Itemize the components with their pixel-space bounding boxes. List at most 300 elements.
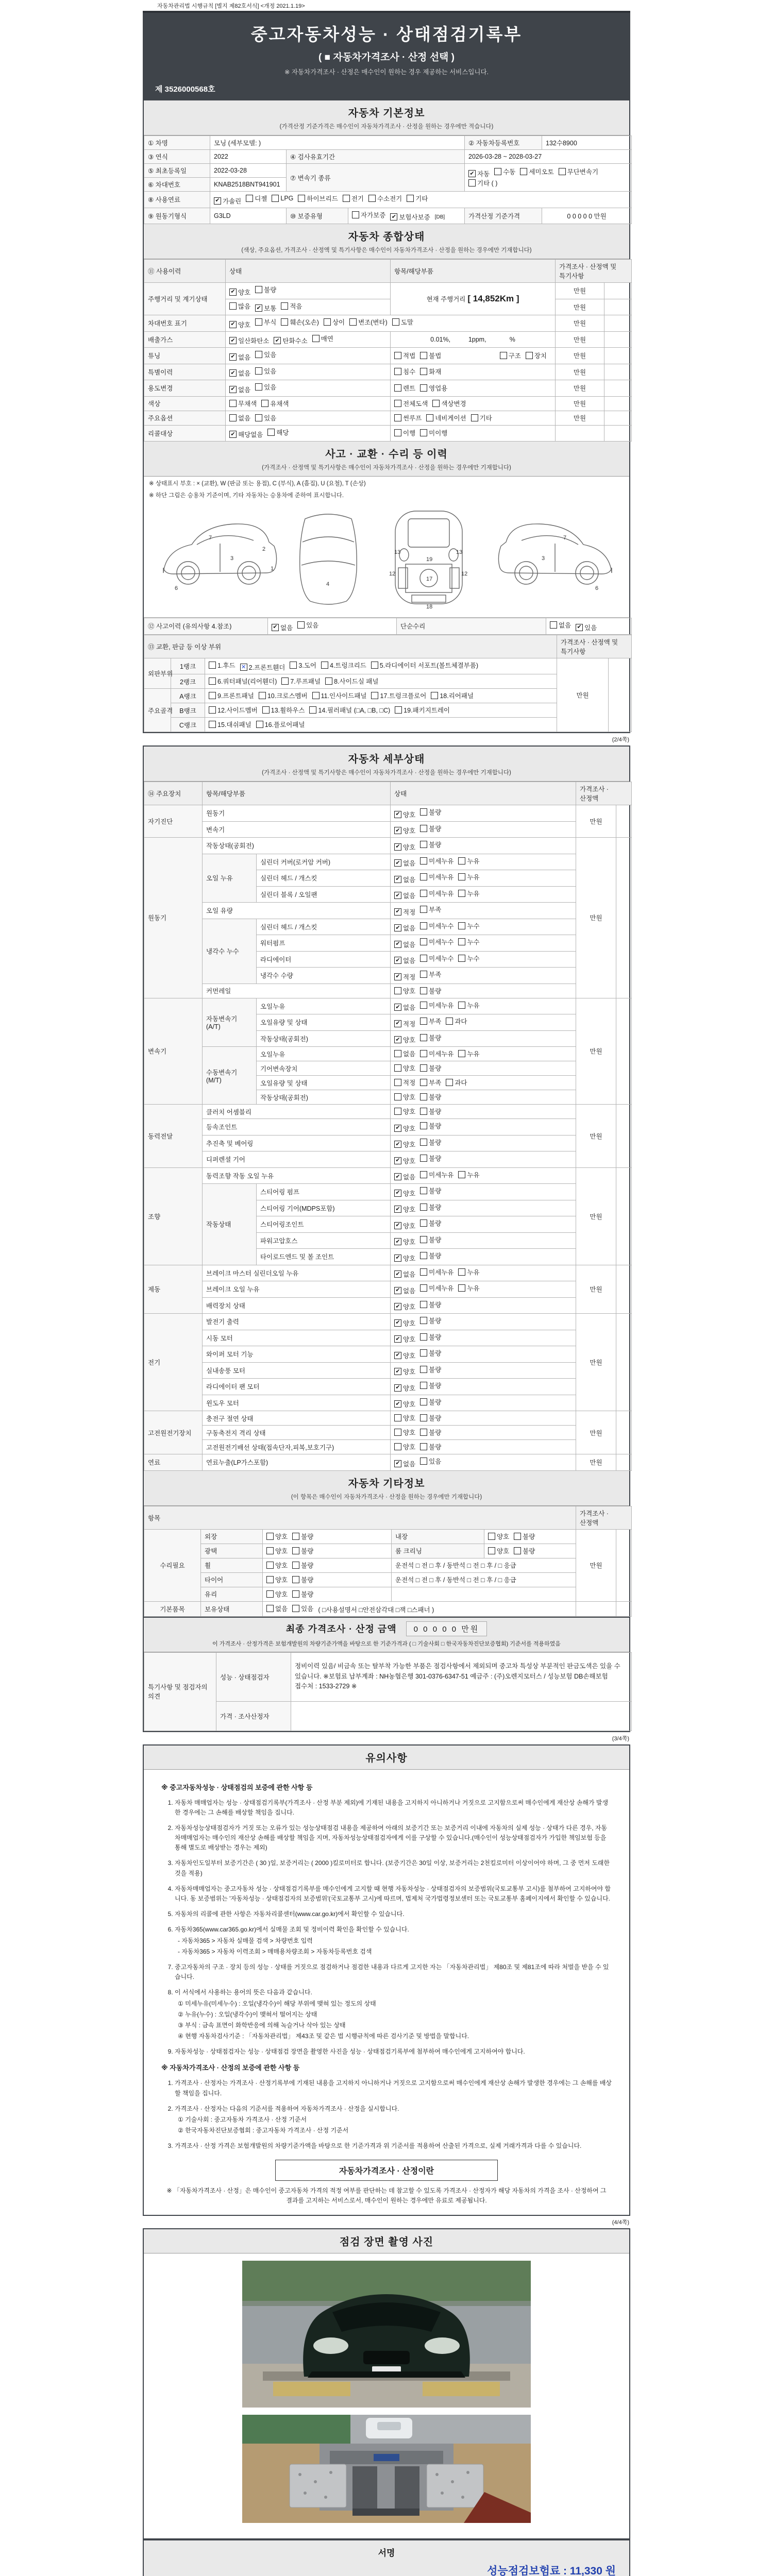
interior-options [484, 1529, 576, 1544]
checkbox-미세누유[interactable]: 미세누유 [420, 1267, 453, 1277]
detail-item-label: 커먼레일 [203, 984, 391, 998]
detail-item-label: 디퍼렌셜 기어 [203, 1151, 391, 1168]
detail-row [144, 998, 632, 1014]
checkbox-누수[interactable]: 누수 [458, 954, 479, 963]
checkbox-미세누수[interactable]: 미세누수 [420, 921, 453, 930]
detail-item-label: 오일누유 [257, 998, 391, 1014]
checkbox-적정[interactable]: ✔ 적정 [394, 907, 415, 917]
checkbox-불량[interactable]: 불량 [514, 1546, 535, 1555]
checked-box-icon: ✔ [394, 957, 401, 964]
detail-row [144, 1297, 632, 1314]
glass-label: 유리 [201, 1587, 263, 1601]
checkbox-이행[interactable]: 이행 [394, 428, 415, 437]
checkbox-렌트[interactable]: 렌트 [394, 383, 415, 393]
checkbox-양호[interactable]: 양호 [266, 1532, 288, 1541]
checkbox-해당없음[interactable]: ✔ 해당없음 [229, 430, 263, 439]
device-연료: 연료 [144, 1454, 203, 1471]
checkbox-하이브리드[interactable]: 하이브리드 [298, 194, 338, 203]
checkbox-있음[interactable]: 있음 [297, 620, 318, 630]
checkbox-과다[interactable]: 과다 [446, 1016, 467, 1026]
detail-state-options [391, 1362, 576, 1379]
table-row [144, 1652, 632, 1701]
checkbox-세미오토[interactable]: 세미오토 [520, 167, 553, 176]
col-item: 항목/해당부품 [203, 782, 391, 805]
detail-item-label: 배력장치 상태 [203, 1297, 391, 1314]
checkbox-변조(변타)[interactable]: 변조(변타) [349, 317, 388, 327]
detail-state-options [391, 1090, 576, 1105]
checkbox-없음[interactable]: ✔ 없음 [229, 385, 250, 394]
checkbox-LPG[interactable]: LPG [272, 195, 293, 202]
checkbox-불량[interactable]: 불량 [420, 1092, 441, 1101]
table-row [144, 1572, 632, 1587]
checkbox-부족[interactable]: 부족 [420, 1016, 441, 1026]
checkbox-12.사이드멤버[interactable]: 12.사이드멤버 [209, 705, 258, 715]
empty-box-icon [432, 400, 440, 407]
empty-box-icon [292, 1562, 299, 1569]
empty-box-icon [298, 195, 305, 202]
remark-cell [604, 380, 632, 397]
checkbox-없음[interactable]: ✔ 없음 [394, 1003, 415, 1012]
checked-box-icon: ✔ [576, 624, 583, 631]
empty-box-icon [420, 808, 427, 816]
checked-box-icon: ✔ [229, 353, 237, 361]
checkbox-미세누유[interactable]: 미세누유 [420, 856, 453, 866]
table-row [144, 331, 632, 348]
checkbox-양호[interactable]: 양호 [394, 1413, 415, 1422]
checkbox-불량[interactable]: 불량 [420, 824, 441, 833]
checkbox-양호[interactable]: 양호 [266, 1546, 288, 1555]
checked-box-icon: ✔ [394, 827, 401, 834]
checkbox-있음[interactable]: ✔ 있음 [576, 623, 597, 632]
device-고전원전기장치: 고전원전기장치 [144, 1411, 203, 1454]
checkbox-적법[interactable]: 적법 [394, 351, 415, 360]
checkbox-양호[interactable]: 양호 [266, 1561, 288, 1570]
checkbox-불법[interactable]: 불법 [420, 351, 441, 360]
checkbox-불량[interactable]: 불량 [292, 1575, 313, 1584]
empty-box-icon [420, 1002, 427, 1009]
main-option-options [226, 411, 391, 425]
checkbox-9.프론트패널[interactable]: 9.프론트패널 [209, 691, 254, 700]
checkbox-양호[interactable]: 양호 [394, 1107, 415, 1116]
price-cell: 만원 [556, 348, 604, 364]
checkbox-누유[interactable]: 누유 [458, 1170, 479, 1179]
detail-item-label: 윈도우 모터 [203, 1395, 391, 1411]
table-row [144, 348, 632, 364]
checkbox-불량[interactable]: 불량 [420, 1154, 441, 1163]
detail-row [144, 1047, 632, 1061]
checkbox-누유[interactable]: 누유 [458, 1001, 479, 1010]
checkbox-양호[interactable]: ✔ 양호 [394, 1253, 415, 1263]
empty-box-icon [229, 414, 237, 421]
checkbox-불량[interactable]: 불량 [420, 840, 441, 849]
notice-item: 4. 자동차매매업자는 중고자동차 성능 · 상태점검기록부를 매수인에게 고지할 때 현행 자동차성능 · 상태점검자의 보증범위(국토교통부 고시)를 첨부하여 고지하여야 합니다. 동 보증범위는 '자동차성능 · 상태점검자의 보증범위'(국토교통부 고시)에 따르며, 법제처 국가법령정보센터 또는 국토교통부 홈페이지에서 확인할 수 있습니다. [175, 1884, 612, 1904]
checkbox-적정[interactable]: 적정 [394, 1078, 415, 1087]
etc-remark-cell [616, 1601, 632, 1616]
checkbox-양호[interactable]: ✔ 양호 [394, 1367, 415, 1376]
checkbox-불량[interactable]: 불량 [420, 1365, 441, 1374]
checkbox-없음[interactable]: ✔ 없음 [394, 1269, 415, 1279]
checkbox-양호[interactable]: ✔ 양호 [394, 810, 415, 819]
checkbox-없음[interactable]: ✔ 없음 [394, 875, 415, 884]
checkbox-있음[interactable]: 있음 [255, 366, 276, 376]
svg-text:12: 12 [461, 571, 468, 577]
checkbox-1.후드[interactable]: 1.후드 [209, 660, 236, 670]
checkbox-미이행[interactable]: 미이행 [420, 428, 447, 437]
checkbox-3.도어[interactable]: 3.도어 [290, 660, 316, 670]
checkbox-부족[interactable]: 부족 [420, 1078, 441, 1087]
checkbox-적정[interactable]: ✔ 적정 [394, 972, 415, 981]
detail-row [144, 1362, 632, 1379]
empty-box-icon [281, 677, 289, 685]
accident-history-label: ⑫ 사고이력 (유의사항 4.참조) [144, 618, 268, 635]
checkbox-양호[interactable]: ✔ 양호 [394, 1140, 415, 1149]
checkbox-양호[interactable]: 양호 [394, 1428, 415, 1437]
checkbox-15.대쉬패널[interactable]: 15.대쉬패널 [209, 720, 251, 729]
table-row [144, 1558, 632, 1572]
checkbox-없음[interactable]: ✔ 없음 [394, 923, 415, 933]
empty-box-icon [255, 286, 262, 293]
notice-list-2 [161, 2078, 612, 2151]
checkbox-적음[interactable]: 적음 [281, 301, 302, 311]
checkbox-있음[interactable]: 있음 [255, 382, 276, 392]
empty-box-icon [394, 1443, 401, 1450]
checkbox-미세누수[interactable]: 미세누수 [420, 937, 453, 946]
notice-subitem: ① 미세누유(미세누수) : 오일(냉각수)이 해당 부위에 맺혀 있는 정도의 상태 [178, 1999, 376, 2007]
checkbox-양호[interactable]: ✔ 양호 [394, 1318, 415, 1328]
checkbox-수동[interactable]: 수동 [494, 167, 515, 176]
checkbox-13.휠하우스[interactable]: 13.휠하우스 [262, 705, 305, 715]
checkbox-불량[interactable]: 불량 [420, 1413, 441, 1422]
checked-box-icon: ✔ [394, 1238, 401, 1245]
detail-item-label: 연료누출(LP가스포함) [203, 1454, 391, 1471]
checkbox-부식[interactable]: 부식 [255, 317, 276, 327]
checkbox-기타[interactable]: 기타 [407, 194, 428, 203]
checkbox-많음[interactable]: 많음 [229, 301, 250, 311]
checkbox-7.루프패널[interactable]: 7.루프패널 [281, 676, 321, 686]
empty-box-icon [371, 692, 378, 699]
checkbox-양호[interactable]: ✔ 양호 [394, 1205, 415, 1214]
checkbox-불량[interactable]: 불량 [420, 1300, 441, 1309]
checkbox-없음[interactable]: ✔ 없음 [229, 352, 250, 362]
empty-box-icon [458, 938, 465, 945]
checkbox-부족[interactable]: 부족 [420, 905, 441, 914]
checkbox-양호[interactable]: ✔ 양호 [394, 1189, 415, 1198]
checkbox-양호[interactable]: ✔ 양호 [394, 842, 415, 852]
checkbox-불량[interactable]: 불량 [420, 1218, 441, 1228]
checkbox-양호[interactable]: 양호 [394, 1442, 415, 1451]
checkbox-미세누유[interactable]: 미세누유 [420, 1170, 453, 1179]
table-row [144, 260, 632, 283]
main-option-label: 주요옵션 [144, 411, 226, 425]
checkbox-양호[interactable]: 양호 [394, 1063, 415, 1073]
law-reference: 자동차관리법 시행규칙 [별지 제82호서식] <개정 2021.1.19> [157, 3, 305, 9]
checked-box-icon: ✔ [229, 369, 237, 377]
checkbox-없음[interactable]: ✔ 없음 [272, 623, 293, 632]
detail-state-options [391, 838, 576, 854]
checkbox-불량[interactable]: 불량 [420, 1121, 441, 1130]
subgroup-label: 냉각수 누수 [203, 919, 257, 984]
checked-box-icon: ✔ [468, 170, 476, 177]
checkbox-10.크로스멤버[interactable]: 10.크로스멤버 [259, 691, 308, 700]
checkbox-18.리어패널[interactable]: 18.리어패널 [431, 691, 474, 700]
checkbox-유채색[interactable]: 유채색 [261, 399, 289, 408]
price-appraisal-box-title: 자동차가격조사 · 산정이란 [275, 2160, 498, 2181]
checkbox-양호[interactable]: 양호 [488, 1546, 509, 1555]
detail-item-label: 라디에이터 [257, 951, 391, 968]
checkbox-훼손(오손)[interactable]: 훼손(오손) [281, 317, 319, 327]
empty-box-icon [209, 721, 216, 728]
checkbox-불량[interactable]: 불량 [420, 1348, 441, 1358]
checkbox-장치[interactable]: 장치 [526, 351, 547, 360]
checkbox-누유[interactable]: 누유 [458, 1283, 479, 1293]
checkbox-없음[interactable]: ✔ 없음 [394, 1286, 415, 1295]
checkbox-11.인사이드패널[interactable]: 11.인사이드패널 [312, 691, 367, 700]
checkbox-화재[interactable]: 화재 [420, 367, 441, 376]
checkbox-자동[interactable]: ✔ 자동 [468, 169, 490, 178]
usage-change-options [226, 380, 391, 397]
checkbox-불량[interactable]: 불량 [420, 1186, 441, 1195]
interior-label: 내장 [392, 1529, 484, 1544]
checkbox-있음[interactable]: 있음 [292, 1604, 313, 1613]
detail-state-options [391, 1030, 576, 1047]
checkbox-미세누유[interactable]: 미세누유 [420, 1283, 453, 1293]
checkbox-불량[interactable]: 불량 [420, 1381, 441, 1390]
checkbox-양호[interactable]: 양호 [488, 1532, 509, 1541]
empty-box-icon [394, 1093, 401, 1100]
checkbox-5.라디에이터 서포트(볼트체결부품)[interactable]: 5.라디에이터 서포트(볼트체결부품) [371, 660, 478, 670]
checkbox-불량[interactable]: 불량 [420, 1063, 441, 1073]
detail-state-options [391, 1061, 576, 1076]
empty-box-icon [292, 1605, 299, 1612]
checkbox-불량[interactable]: 불량 [420, 1428, 441, 1437]
checkbox-없음[interactable]: ✔ 없음 [394, 1172, 415, 1181]
checkbox-불량[interactable]: 불량 [420, 986, 441, 995]
table-row [144, 782, 632, 805]
empty-box-icon [458, 955, 465, 962]
detail-item-label: 라디에이터 팬 모터 [203, 1379, 391, 1395]
checkbox-매연[interactable]: 매연 [312, 334, 333, 343]
checkbox-6.쿼터패널(리어휀더)[interactable]: 6.쿼터패널(리어휀더) [209, 676, 277, 686]
checkbox-양호[interactable]: ✔ 양호 [229, 320, 250, 329]
checkbox-없음[interactable]: ✔ 없음 [229, 368, 250, 378]
checkbox-14.필러패널 (□A, □B, □C)[interactable]: 14.필러패널 (□A, □B, □C) [309, 705, 390, 715]
detail-item-label: 작동상태(공회전) [257, 1090, 391, 1105]
checkbox-양호[interactable]: ✔ 양호 [394, 1156, 415, 1165]
checkbox-과다[interactable]: 과다 [446, 1078, 467, 1087]
detail-row [144, 903, 632, 919]
checkbox-누유[interactable]: 누유 [458, 1049, 479, 1058]
checkbox-없음[interactable]: ✔ 없음 [394, 940, 415, 949]
checkbox-기타[interactable]: 기타 [471, 413, 492, 422]
photo-title: 점검 장면 촬영 사진 [339, 2236, 434, 2248]
checkbox-16.플로어패널[interactable]: 16.플로어패널 [256, 720, 305, 729]
checkbox-양호[interactable]: 양호 [394, 986, 415, 995]
room-cleaning-options [484, 1544, 576, 1558]
checkbox-영업용[interactable]: 영업용 [420, 383, 447, 393]
checkbox-17.트렁크플로어[interactable]: 17.트렁크플로어 [371, 691, 426, 700]
checkbox-불량[interactable]: 불량 [420, 1107, 441, 1116]
checkbox-불량[interactable]: 불량 [420, 807, 441, 817]
detail-item-label: 충전구 절연 상태 [203, 1411, 391, 1426]
checkbox-미세누수[interactable]: 미세누수 [420, 954, 453, 963]
transmission-options [465, 164, 632, 192]
checkbox-없음[interactable]: 없음 [229, 413, 250, 422]
checkbox-양호[interactable]: 양호 [266, 1589, 288, 1599]
checkbox-보험사보증[interactable]: ✔ 보험사보증 [390, 212, 430, 222]
checkbox-자가보증[interactable]: 자가보증 [352, 210, 385, 219]
checkbox-누수[interactable]: 누수 [458, 921, 479, 930]
checkbox-누유[interactable]: 누유 [458, 889, 479, 898]
empty-box-icon [420, 1301, 427, 1308]
checkbox-양호[interactable]: ✔ 양호 [394, 826, 415, 835]
checkbox-상이[interactable]: 상이 [324, 317, 345, 327]
checkbox-보통[interactable]: ✔ 보통 [255, 303, 276, 313]
transmission-label: ⑦ 변속기 종류 [287, 164, 465, 192]
empty-box-icon [520, 168, 527, 175]
empty-box-icon [371, 662, 378, 669]
checkbox-없음[interactable]: 없음 [550, 620, 571, 630]
col-price: 가격조사 · 산정액 [576, 782, 632, 805]
checkbox-양호[interactable]: ✔ 양호 [394, 1399, 415, 1409]
outer-panel-label: 외판부위 [144, 658, 171, 689]
checkbox-미세누유[interactable]: 미세누유 [420, 1001, 453, 1010]
checkbox-불량[interactable]: 불량 [292, 1546, 313, 1555]
checkbox-불량[interactable]: 불량 [292, 1532, 313, 1541]
checkbox-불량[interactable]: 불량 [420, 1251, 441, 1260]
checkbox-양호[interactable]: ✔ 양호 [394, 1035, 415, 1044]
checkbox-수소전기[interactable]: 수소전기 [368, 194, 402, 203]
checkbox-불량[interactable]: 불량 [514, 1532, 535, 1541]
checkbox-불량[interactable]: 불량 [420, 1332, 441, 1342]
checkbox-19.패키지트레이[interactable]: 19.패키지트레이 [395, 705, 450, 715]
checkbox-누수[interactable]: 누수 [458, 937, 479, 946]
checkbox-미세누유[interactable]: 미세누유 [420, 889, 453, 898]
checkbox-불량[interactable]: 불량 [420, 1316, 441, 1325]
checkbox-불량[interactable]: 불량 [420, 1442, 441, 1451]
checkbox-전체도색[interactable]: 전체도색 [394, 399, 428, 408]
checkbox-색상변경[interactable]: 색상변경 [432, 399, 466, 408]
checkbox-전기[interactable]: 전기 [343, 194, 364, 203]
checkbox-해당[interactable]: 해당 [267, 428, 289, 437]
empty-box-icon [297, 621, 305, 629]
checkbox-4.트렁크리드[interactable]: 4.트렁크리드 [321, 660, 366, 670]
checkbox-불량[interactable]: 불량 [420, 1202, 441, 1212]
empty-box-icon [256, 721, 263, 728]
checkbox-8.사이드실 패널[interactable]: 8.사이드실 패널 [325, 676, 378, 686]
checkbox-적정[interactable]: ✔ 적정 [394, 1019, 415, 1028]
checkbox-미세누유[interactable]: 미세누유 [420, 872, 453, 882]
table-row [144, 618, 632, 635]
checkbox-도말[interactable]: 도말 [392, 317, 413, 327]
checkbox-침수[interactable]: 침수 [394, 367, 415, 376]
checkbox-양호[interactable]: ✔ 양호 [394, 1351, 415, 1360]
checkbox-양호[interactable]: ✔ 양호 [394, 1237, 415, 1246]
checkbox-무단변속기[interactable]: 무단변속기 [559, 167, 598, 176]
checkbox-디젤[interactable]: 디젤 [246, 194, 267, 203]
detail-state-options [391, 1014, 576, 1031]
checkbox-미세누유[interactable]: 미세누유 [420, 1049, 453, 1058]
checkbox-양호[interactable]: ✔ 양호 [394, 1221, 415, 1230]
checkbox-없음[interactable]: ✔ 없음 [394, 858, 415, 868]
empty-box-icon [420, 1252, 427, 1259]
checkbox-있음[interactable]: 있음 [255, 413, 276, 422]
notice-item: 3. 가격조사 · 산정 가격은 보험개발원의 차량기준가액을 바탕으로 한 기준가격과 위 기준서를 적용하여 산출된 가격으로, 실제 거래가격과 다를 수 있습니다. [175, 2141, 612, 2151]
empty-box-icon [420, 1108, 427, 1115]
empty-box-icon [229, 302, 237, 310]
checkbox-없음[interactable]: ✔ 없음 [394, 1459, 415, 1468]
exchange-label: ⑬ 교환, 판금 등 이상 부위 [144, 635, 557, 658]
checkbox-기타 ( )[interactable]: 기타 ( ) [468, 178, 497, 188]
checkbox-양호[interactable]: 양호 [394, 1092, 415, 1101]
checkbox-썬루프[interactable]: 썬루프 [394, 413, 422, 422]
svg-text:17: 17 [426, 576, 433, 582]
checkbox-없음[interactable]: ✔ 없음 [394, 956, 415, 965]
checkbox-불량[interactable]: 불량 [420, 1033, 441, 1042]
checkbox-일산화탄소[interactable]: ✔ 일산화탄소 [229, 336, 269, 345]
emission-values: 0.01%, 1ppm, % [391, 331, 556, 348]
opinion-label: 특기사항 및 점검자의 의견 [144, 1652, 216, 1731]
checkbox-양호[interactable]: ✔ 양호 [394, 1302, 415, 1311]
checked-box-icon: ✔ [394, 941, 401, 948]
checkbox-양호[interactable]: ✔ 양호 [394, 1334, 415, 1344]
checkbox-누유[interactable]: 누유 [458, 856, 479, 866]
checkbox-불량[interactable]: 불량 [420, 1397, 441, 1406]
checkbox-양호[interactable]: 양호 [266, 1575, 288, 1584]
detail-state-options [391, 1281, 576, 1298]
checkbox-불량[interactable]: 불량 [292, 1561, 313, 1570]
checkbox-2.프론트휀더[interactable]: ✕ 2.프론트휀더 [240, 663, 285, 672]
mileage-amount-options [226, 299, 391, 315]
rank-name: 2랭크 [171, 674, 205, 689]
detail-item-label: 오일유량 및 상태 [257, 1076, 391, 1090]
checkbox-없음[interactable]: ✔ 없음 [394, 891, 415, 900]
checkbox-부족[interactable]: 부족 [420, 970, 441, 979]
checkbox-누유[interactable]: 누유 [458, 1267, 479, 1277]
checkbox-양호[interactable]: ✔ 양호 [229, 287, 250, 297]
table-row [144, 136, 632, 150]
checkbox-불량[interactable]: 불량 [420, 1138, 441, 1147]
detail-remark-cell [616, 1411, 632, 1454]
table-row [144, 150, 632, 164]
checkbox-누유[interactable]: 누유 [458, 872, 479, 882]
detail-state-options [391, 1249, 576, 1265]
checkbox-불량[interactable]: 불량 [420, 1235, 441, 1244]
checkbox-가솔린[interactable]: ✔ 가솔린 [214, 196, 241, 206]
empty-box-icon [559, 168, 566, 175]
checkbox-없음[interactable]: 없음 [266, 1604, 288, 1613]
checkbox-불량[interactable]: 불량 [255, 285, 276, 294]
checkbox-구조[interactable]: 구조 [500, 351, 521, 360]
checkbox-양호[interactable]: ✔ 양호 [394, 1124, 415, 1133]
detail-row [144, 1151, 632, 1168]
checkbox-양호[interactable]: ✔ 양호 [394, 1383, 415, 1393]
checkbox-네비게이션[interactable]: 네비게이션 [426, 413, 466, 422]
checkbox-있음[interactable]: 있음 [420, 1456, 441, 1466]
detail-row [144, 1346, 632, 1363]
etc-col-item: 항목 [144, 1506, 576, 1529]
checkbox-없음[interactable]: 없음 [394, 1049, 415, 1058]
checkbox-무채색[interactable]: 무채색 [229, 399, 257, 408]
inspect-period-value: 2026-03-28 ~ 2028-03-27 [465, 150, 632, 164]
checkbox-불량[interactable]: 불량 [292, 1589, 313, 1599]
final-price-label: 최종 가격조사 · 산정 금액 [285, 1624, 397, 1634]
detail-state-options [391, 1411, 576, 1426]
empty-box-icon [468, 179, 476, 187]
frame-notice [143, 1744, 630, 2216]
checkbox-있음[interactable]: 있음 [255, 350, 276, 359]
color-options [226, 396, 391, 411]
checkbox-탄화수소[interactable]: ✔ 탄화수소 [274, 336, 307, 345]
